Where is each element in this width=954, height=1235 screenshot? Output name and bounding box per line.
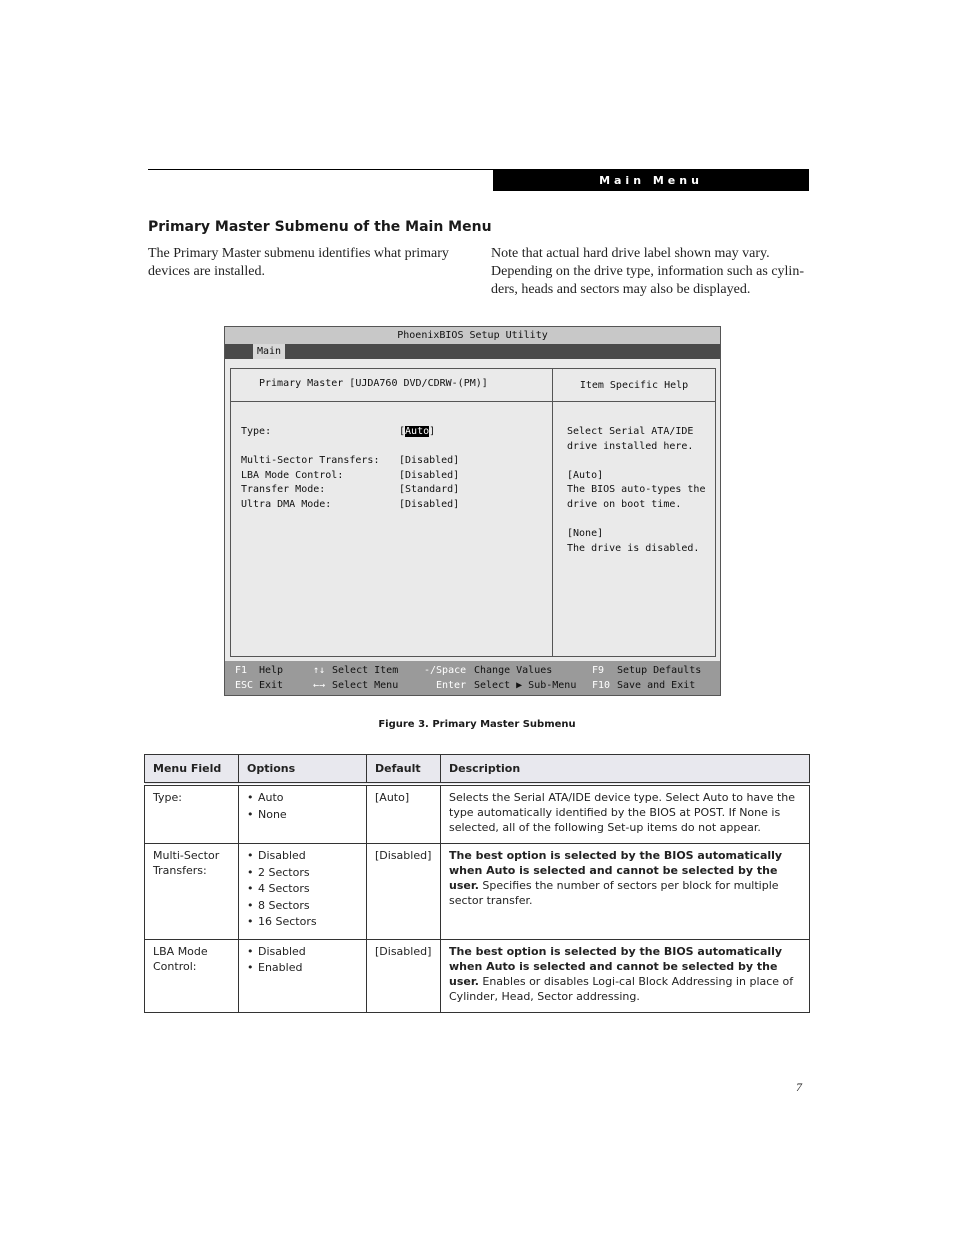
bios-panel-header: Primary Master [UJDA760 DVD/CDRW-(PM)] xyxy=(259,378,488,389)
option-item: • 8 Sectors xyxy=(247,898,358,915)
table-header-row xyxy=(145,755,810,785)
key-esc-desc: Exit xyxy=(259,680,284,691)
help-line: The BIOS auto-types the xyxy=(567,484,706,495)
key-f10: F10 xyxy=(592,680,611,691)
desc-bold: The best option is selected by the BIOS automatically when Auto is selected and cannot be selected by the user. xyxy=(449,944,783,988)
bios-title: PhoenixBIOS Setup Utility xyxy=(225,327,720,345)
key-enter-desc: Select ▶ Sub-Menu xyxy=(474,680,577,691)
option-item: • Disabled xyxy=(247,944,358,961)
key-space-desc: Change Values xyxy=(474,665,553,676)
figure-caption: Figure 3. Primary Master Submenu xyxy=(378,719,576,730)
key-esc: ESC xyxy=(235,680,254,691)
section-title: Primary Master Submenu of the Main Menu xyxy=(148,219,492,235)
table-row xyxy=(145,784,810,844)
key-enter: Enter xyxy=(436,680,467,691)
desc-text: Specifies the number of sectors per block for multiple sector transfer. xyxy=(449,879,779,907)
bios-field-transfer-label: Transfer Mode: xyxy=(241,484,326,495)
bios-settings-panel xyxy=(230,368,553,657)
intro-paragraph: The Primary Master submenu identifies what primary devices are installed. xyxy=(148,246,449,279)
col-options: Options xyxy=(239,755,367,785)
cell-options xyxy=(239,939,367,1012)
bios-field-udma-label: Ultra DMA Mode: xyxy=(241,499,332,510)
options-table xyxy=(144,754,810,1013)
bios-field-udma-value[interactable]: [Disabled] xyxy=(399,499,460,510)
key-space: -/Space xyxy=(424,665,467,676)
page-number: 7 xyxy=(796,1080,802,1094)
cell-field: Type: xyxy=(145,784,239,844)
col-description: Description xyxy=(441,755,810,785)
option-item: • Auto xyxy=(247,790,358,807)
help-line: drive installed here. xyxy=(567,441,694,452)
option-item: • 2 Sectors xyxy=(247,865,358,882)
cell-default: [Disabled] xyxy=(367,844,441,940)
section-header-bar: Main Menu xyxy=(493,169,809,191)
key-f9-desc: Setup Defaults xyxy=(617,665,702,676)
help-line: [Auto] xyxy=(567,470,604,481)
help-line: [None] xyxy=(567,528,604,539)
cell-default: [Auto] xyxy=(367,784,441,844)
option-item: • 4 Sectors xyxy=(247,881,358,898)
cell-description xyxy=(441,844,810,940)
panel-divider xyxy=(231,401,552,402)
option-item: • 16 Sectors xyxy=(247,914,358,931)
col-menu-field: Menu Field xyxy=(145,755,239,785)
bios-footer xyxy=(225,661,720,695)
key-leftright: ←→ xyxy=(313,680,326,691)
bios-field-lba-label: LBA Mode Control: xyxy=(241,470,344,481)
key-leftright-desc: Select Menu xyxy=(332,680,399,691)
bios-field-type-value[interactable]: [Auto] xyxy=(399,426,436,437)
help-line: Select Serial ATA/IDE xyxy=(567,426,694,437)
panel-divider xyxy=(553,401,715,402)
selected-value[interactable]: Auto xyxy=(405,426,430,437)
bios-tab-main[interactable]: Main xyxy=(253,344,285,359)
help-panel-header: Item Specific Help xyxy=(579,380,689,391)
cell-field: LBA Mode Control: xyxy=(145,939,239,1012)
bios-field-transfer-value[interactable]: [Standard] xyxy=(399,484,460,495)
key-f10-desc: Save and Exit xyxy=(617,680,696,691)
bios-field-multisector-value[interactable]: [Disabled] xyxy=(399,455,460,466)
bios-field-type-label: Type: xyxy=(241,426,272,437)
bios-screen xyxy=(224,326,721,696)
cell-options xyxy=(239,844,367,940)
col-default: Default xyxy=(367,755,441,785)
cell-options xyxy=(239,784,367,844)
cell-default: [Disabled] xyxy=(367,939,441,1012)
key-f1: F1 xyxy=(235,665,248,676)
option-item: • Enabled xyxy=(247,960,358,977)
option-item: • None xyxy=(247,807,358,824)
desc-bold: The best option is selected by the BIOS automatically when Auto is selected and cannot be selected by the user. xyxy=(449,849,783,892)
bios-field-lba-value[interactable]: [Disabled] xyxy=(399,470,460,481)
bios-field-multisector-label: Multi-Sector Transfers: xyxy=(241,455,380,466)
table-row xyxy=(145,844,810,940)
header-rule xyxy=(148,169,493,170)
desc-text: Enables or disables Logi-cal Block Addressing in place of Cylinder, Head, Sector addressing. xyxy=(449,974,794,1003)
cell-field: Multi-Sector Transfers: xyxy=(145,844,239,940)
option-item: • Disabled xyxy=(247,848,358,865)
note-paragraph: Note that actual hard drive label shown may vary. Depending on the drive type, information such as cylin-ders, heads and sectors may also be displayed. xyxy=(491,246,804,297)
table-row xyxy=(145,939,810,1012)
bios-help-panel xyxy=(552,368,716,657)
key-f1-desc: Help xyxy=(259,665,284,676)
bios-menubar xyxy=(225,344,720,359)
help-line: The drive is disabled. xyxy=(567,543,700,554)
cell-description: Selects the Serial ATA/IDE device type. Select Auto to have the type automatically identified by the BIOS at POST. If None is selected, all of the following Set-up items do not appear. xyxy=(441,784,810,844)
cell-description xyxy=(441,939,810,1012)
key-updown-desc: Select Item xyxy=(332,665,399,676)
key-updown: ↑↓ xyxy=(313,665,326,676)
help-line: drive on boot time. xyxy=(567,499,682,510)
key-f9: F9 xyxy=(592,665,605,676)
